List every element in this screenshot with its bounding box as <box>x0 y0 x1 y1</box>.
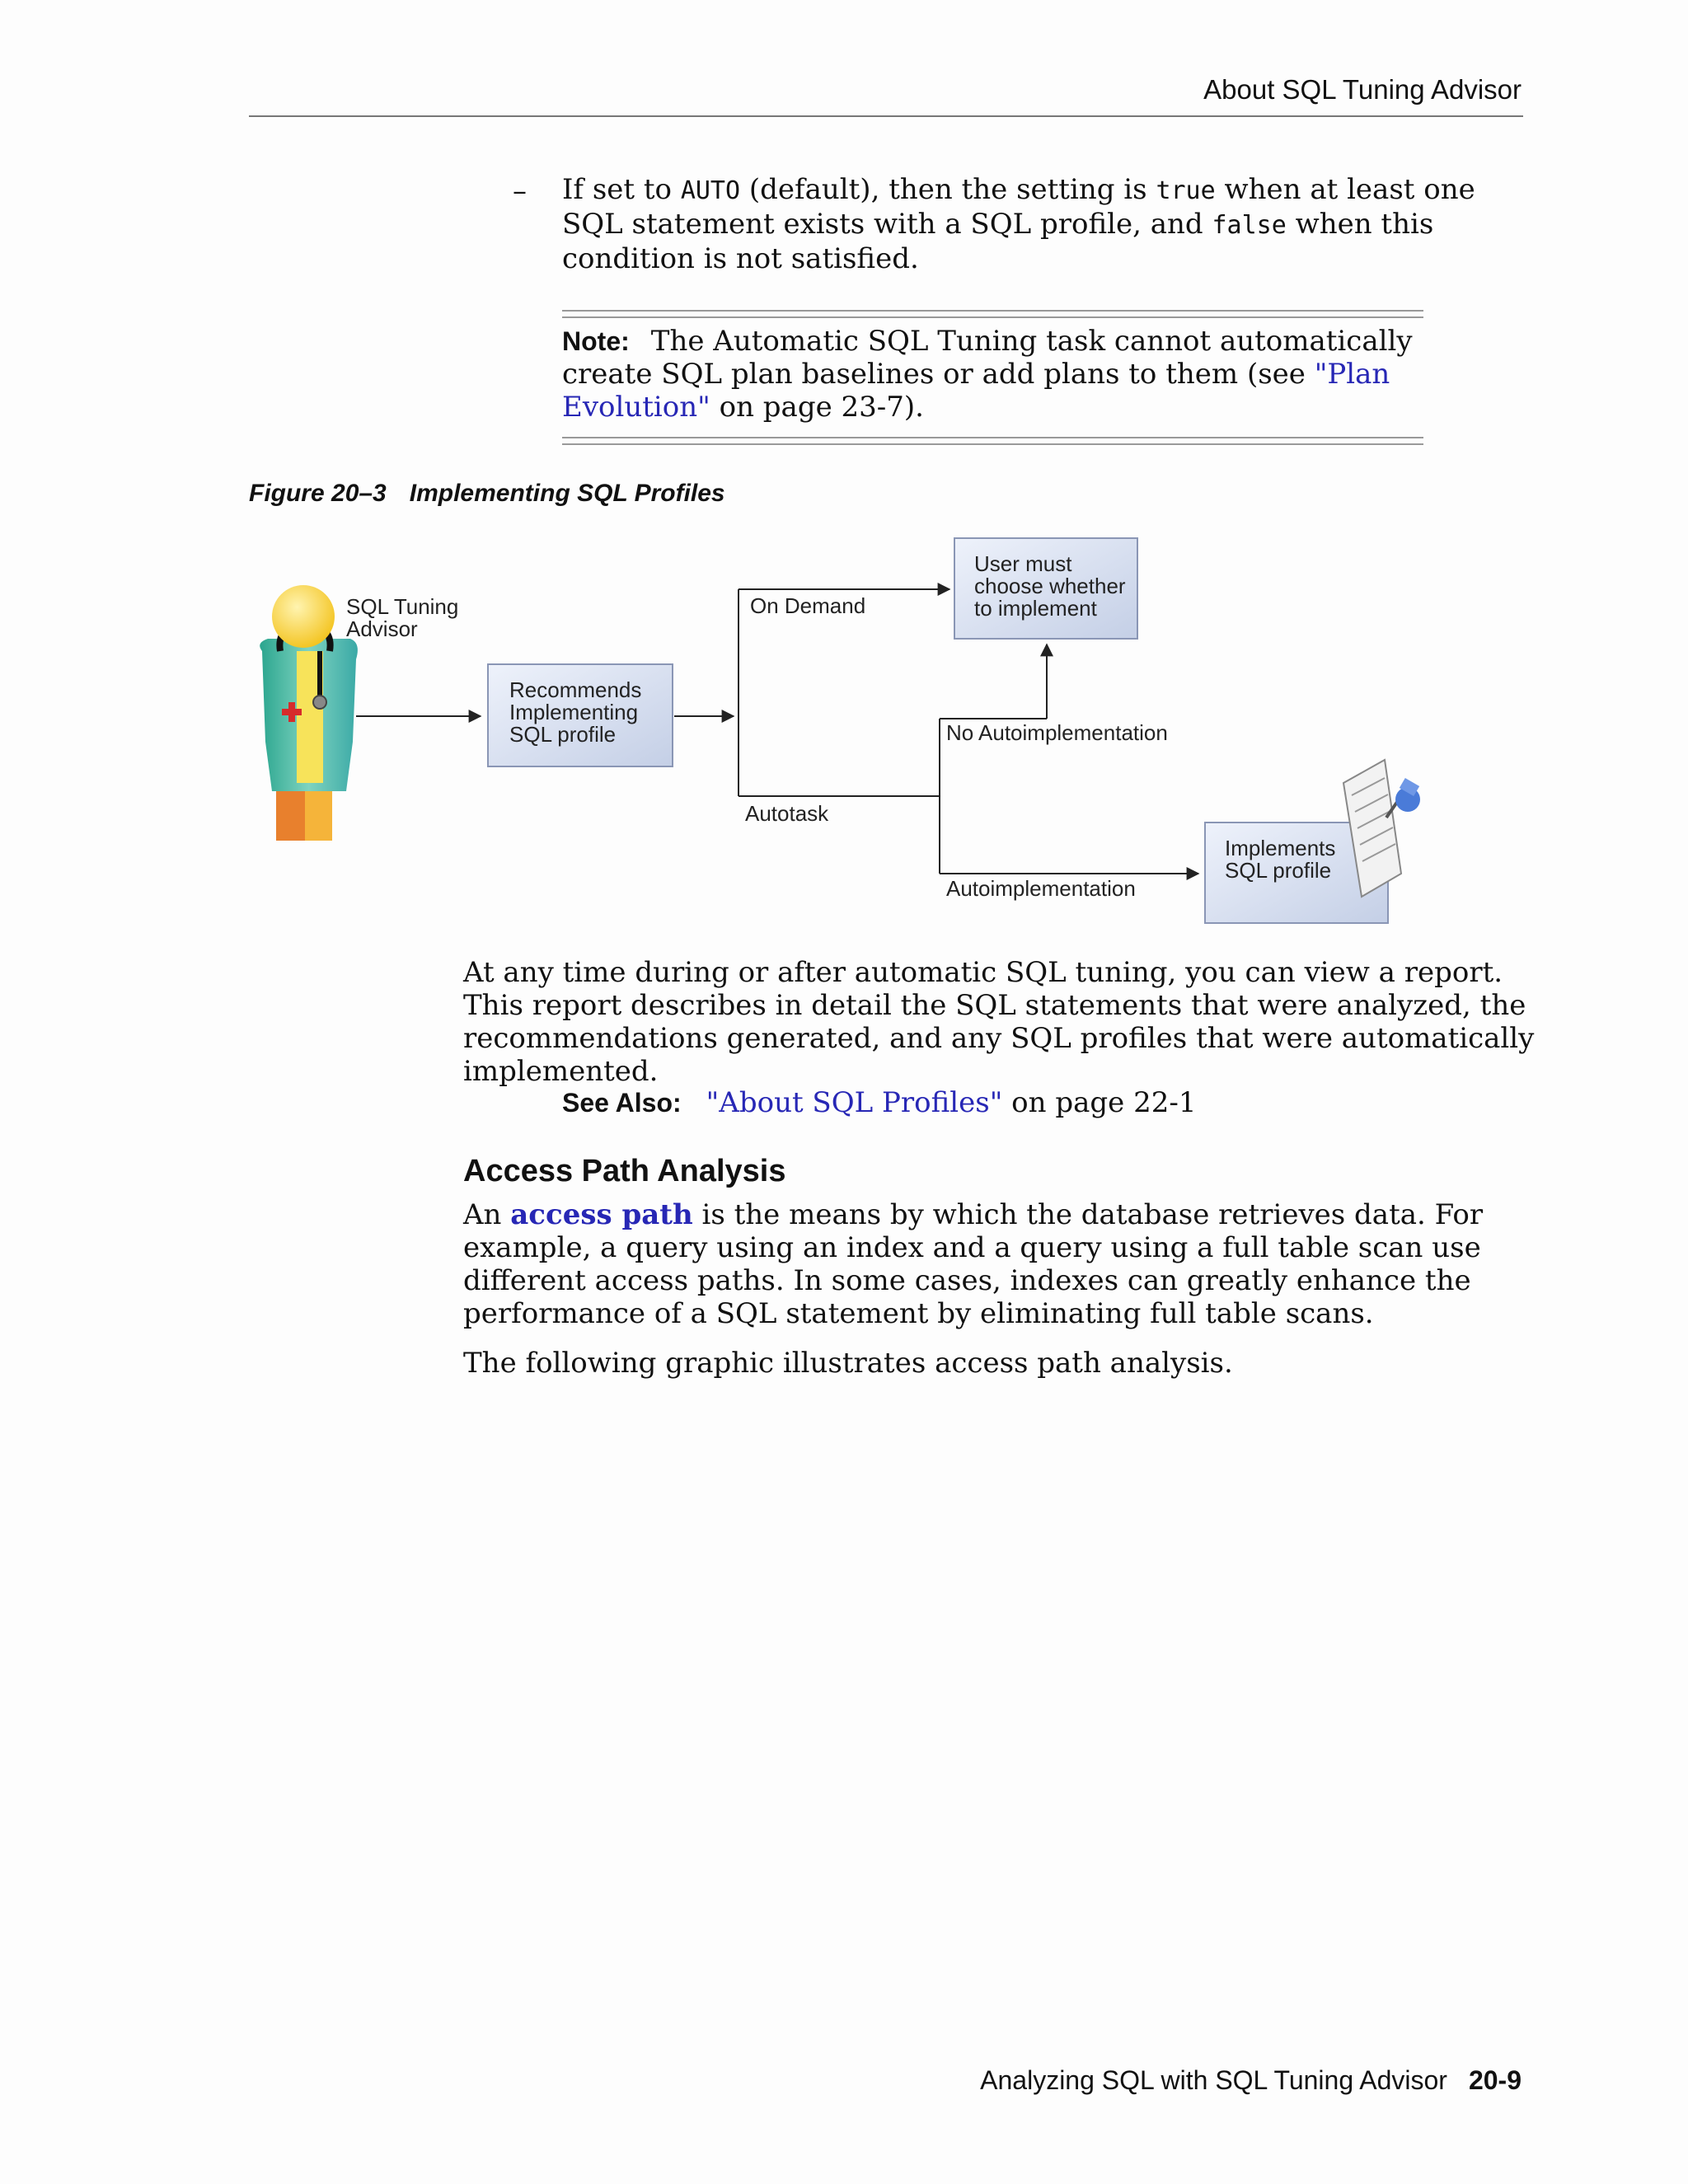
bullet-text-3: when at least one SQL statement exists with a SQL profile, and <box>562 173 1475 241</box>
figure-number: Figure 20–3 <box>249 480 387 507</box>
label-autoimplementation: Autoimplementation <box>946 876 1136 901</box>
paragraph-report: At any time during or after automatic SQL tuning, you can view a report. This report describes in detail the SQL statements that were analyzed, the recommendations generated, and any SQL profiles that were automatically implemented. <box>463 956 1535 1088</box>
code-true: true <box>1156 176 1216 205</box>
see-also-page: on page 22-1 <box>1002 1086 1197 1119</box>
note-text-2: on page 23-7). <box>710 391 924 424</box>
implements-line1: Implements <box>1225 836 1336 860</box>
see-also-label: See Also: <box>562 1088 682 1118</box>
bullet-text-4: when this condition is not satisfied. <box>562 208 1434 275</box>
code-false: false <box>1212 211 1287 240</box>
recommends-line3: SQL profile <box>509 722 617 747</box>
about-sql-profiles-link[interactable]: "About SQL Profiles" <box>706 1086 1003 1119</box>
user-box-line2: choose whether <box>974 574 1126 598</box>
page-footer <box>980 2065 1522 2096</box>
access-path-term-link[interactable]: access path <box>510 1198 693 1231</box>
para2-text-2: is the means by which the database retrieves data. For example, a query using an index and a query using a full table scan use different access paths. In some cases, indexes can greatly enhance the performance of a SQL statement by eliminating full table scans. <box>463 1198 1484 1330</box>
paragraph-graphic-intro: The following graphic illustrates access path analysis. <box>463 1347 1233 1380</box>
actor-label-line2: Advisor <box>346 616 418 641</box>
section-heading: Access Path Analysis <box>463 1154 786 1188</box>
implements-line2: SQL profile <box>1225 858 1332 883</box>
label-on-demand: On Demand <box>750 593 866 618</box>
label-no-autoimplementation: No Autoimplementation <box>946 720 1168 745</box>
footer-chapter: Analyzing SQL with SQL Tuning Advisor <box>980 2065 1447 2095</box>
see-also <box>562 1086 1196 1119</box>
actor-label-line1: SQL Tuning <box>346 594 459 619</box>
user-box-line3: to implement <box>974 596 1097 621</box>
recommends-line2: Implementing <box>509 700 639 724</box>
bullet-text-2: (default), then the setting is <box>740 173 1156 206</box>
label-autotask: Autotask <box>745 801 829 826</box>
paragraph-access-path <box>463 1198 1535 1330</box>
bullet-text-1: If set to <box>562 173 681 206</box>
code-auto: AUTO <box>680 176 741 205</box>
recommends-line1: Recommends <box>509 677 642 702</box>
note-label: Note: <box>562 326 630 356</box>
sql-profile-diagram <box>0 0 1688 948</box>
para2-text-1: An <box>463 1198 511 1231</box>
figure-title: Implementing SQL Profiles <box>409 480 725 507</box>
plan-evolution-link[interactable]: "Plan Evolution" <box>562 358 1390 424</box>
user-box-line1: User must <box>974 551 1072 576</box>
advisor-figure-icon <box>260 585 358 841</box>
footer-page-number: 20-9 <box>1468 2065 1522 2095</box>
note-text-1: The Automatic SQL Tuning task cannot automatically create SQL plan baselines or add plans to them (see <box>562 325 1413 391</box>
bullet-dash: – <box>513 175 527 208</box>
running-header: About SQL Tuning Advisor <box>1203 74 1522 105</box>
